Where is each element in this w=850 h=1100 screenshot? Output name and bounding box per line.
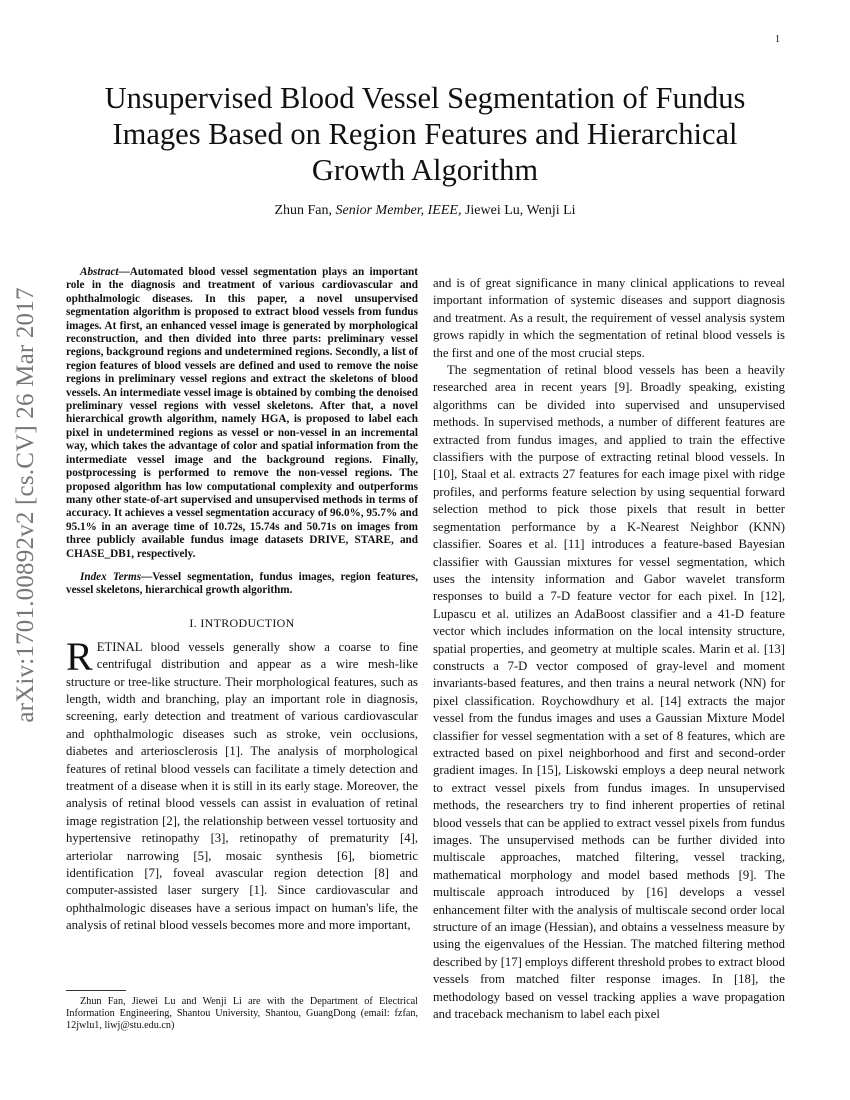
right-paragraph-2: The segmentation of retinal blood vessels has been a heavily researched area in recent years [9]. Broadly speaking, existing algorithms can be divided into supervised and unsupervised methods. In supervised methods, a number of different features are extracted from fundus images, and applied to train the effective classifiers with the purpose of extracting retinal blood vessels. In [10], Staal et al. extracts 27 features for each image pixel with ridge profiles, and performs feature selection by using sequential forward selection method to pick those pixels that result in better segmentation performance by a K-Nearest Neighbor (KNN) classifier. Soares et al. [11] introduces a feature-based Bayesian classifier with Gaussian mixtures for vessel segmentation, which uses the intensity information and Gabor wavelet transform responses to build a 7-D feature vector for each pixel. In [12], Lupascu et al. utilizes an AdaBoost classifier and a 41-D feature vector which includes information on the local intensity structure, spatial properties, and geometry at multiple scales. Marin et al. [13] constructs a 7-D vector composed of gray-level and moment invariants-based features, and then trains a neural network (NN) for pixel classification. Roychowdhury et al. [14] extracts the major vessel from the fundus images and uses a Gaussian Mixture Model classifier for vessel segmentation with a set of 8 features, which are extracted based on pixel neighborhood and first and second-order gradient images. In [15], Liskowski employs a deep neural network to extract vessel pixels from fundus images. In unsupervised methods, the researchers try to find inherent properties of retinal blood vessels that can be applied to extract vessel pixels from fundus images. The unsupervised methods can be further divided into multiscale approaches, matched filtering, vessel tracking, mathematical morphology and model based methods [9]. The multiscale approach introduced by [16] develops a vessel enhancement filter with the analysis of multiscale second order local structure of an image (Hessian), and obtains a vesselness measure by using the eigenvalues of the Hessian. The matched filtering method described by [17] employs different threshold probes to extract blood vessels from matched filter response images. In [18], the methodology based on vessel tracking applies a wave propagation and traceback mechanism to label each pixel	[433, 363, 785, 1022]
right-paragraph-1: and is of great significance in many clinical applications to reveal important information of systemic diseases and support diagnosis and treatment. As a result, the requirement of vessel analysis system grows rapidly in which the segmentation of retinal blood vessels is the first and one of the most crucial steps.	[433, 276, 785, 360]
author-line	[70, 203, 780, 219]
dropcap: R	[66, 633, 93, 679]
author-first: Zhun Fan,	[274, 203, 332, 218]
paper-title: Unsupervised Blood Vessel Segmentation of Fundus Images Based on Region Features and Hierarchical Growth Algorithm	[104, 81, 746, 187]
arxiv-id: arXiv:1701.00892v2 [cs.CV] 26 Mar 2017	[12, 287, 39, 723]
intro-paragraph	[66, 633, 418, 935]
author-role: Senior Member, IEEE,	[335, 203, 462, 218]
index-terms	[66, 571, 418, 598]
author-rest: Jiewei Lu, Wenji Li	[464, 203, 576, 218]
page-number: 1	[775, 34, 780, 45]
abstract	[66, 266, 418, 561]
left-column	[66, 266, 418, 935]
abstract-text: —Automated blood vessel segmentation plays an important role in the diagnosis and treatment of various cardiovascular and ophthalmologic diseases. In this paper, a novel unsupervised segmentation algorithm is proposed to extract blood vessels from fundus images. At first, an enhanced vessel image is generated by morphological reconstruction, and then divided into three parts: preliminary vessel regions, background regions and undetermined regions. Secondly, a list of region features of blood vessels are defined and used to remove the noise regions in preliminary vessel regions and extract the skeletons of blood vessels. An intermediate vessel image is obtained by combing the denoised preliminary vessel regions with vessel skeletons. After that, a novel hierarchical growth algorithm, namely HGA, is proposed to label each pixel in undetermined regions as vessel or non-vessel in an incremental way, which takes the advantage of color and spatial information from the intermediate vessel image and the background regions. Finally, postprocessing is performed to remove the non-vessel regions. The proposed algorithm has low computational complexity and outperforms many other state-of-art supervised and unsupervised methods in terms of accuracy. It achieves a vessel segmentation accuracy of 96.0%, 95.7% and 95.1% in an average time of 10.72s, 15.74s and 50.71s on images from three publicly available fundus image datasets DRIVE, STARE, and CHASE_DB1, respectively.	[66, 266, 418, 560]
abstract-label: Abstract	[80, 266, 119, 278]
index-terms-label: Index Terms	[80, 570, 142, 583]
section-heading: I. INTRODUCTION	[189, 615, 295, 630]
intro-text: ETINAL blood vessels generally show a coarse to fine centrifugal distribution and appear as a wire mesh-like structure or tree-like structure. Their morphological features, such as length, width and branching, play an important role in diagnosis, screening, early detection and treatment of various cardiovascular and ophthalmologic diseases such as stroke, vein occlusions, diabetes and arteriosclerosis [1]. The analysis of morphological features of retinal blood vessels can facilitate a timely detection and treatment of a disease when it is still in its early stage. Moreover, the analysis of retinal blood vessels can assist in evaluation of retinal image registration [2], the relationship between vessel tortuosity and hypertensive retinopathy [3], retinopathy of prematurity [4], arteriolar narrowing [5], mosaic synthesis [6], biometric identification [7], foveal avascular region detection [8] and computer-assisted laser surgery [1]. Since cardiovascular and ophthalmologic diseases have a serious impact on human's life, the analysis of retinal blood vessels becomes more and more important,	[66, 639, 418, 933]
index-terms-text: —Vessel segmentation, fundus images, region features, vessel skeletons, hierarchical growth algorithm.	[66, 570, 418, 597]
footnote-rule	[66, 990, 126, 991]
arxiv-sidebar-stamp	[4, 287, 48, 723]
right-column	[433, 275, 785, 1023]
footnote: Zhun Fan, Jiewei Lu and Wenji Li are with the Department of Electrical Information Engineering, Shantou University, Shantou, GuangDong (email: fzfan, 12jwlu1, liwj@stu.edu.cn)	[66, 996, 418, 1032]
